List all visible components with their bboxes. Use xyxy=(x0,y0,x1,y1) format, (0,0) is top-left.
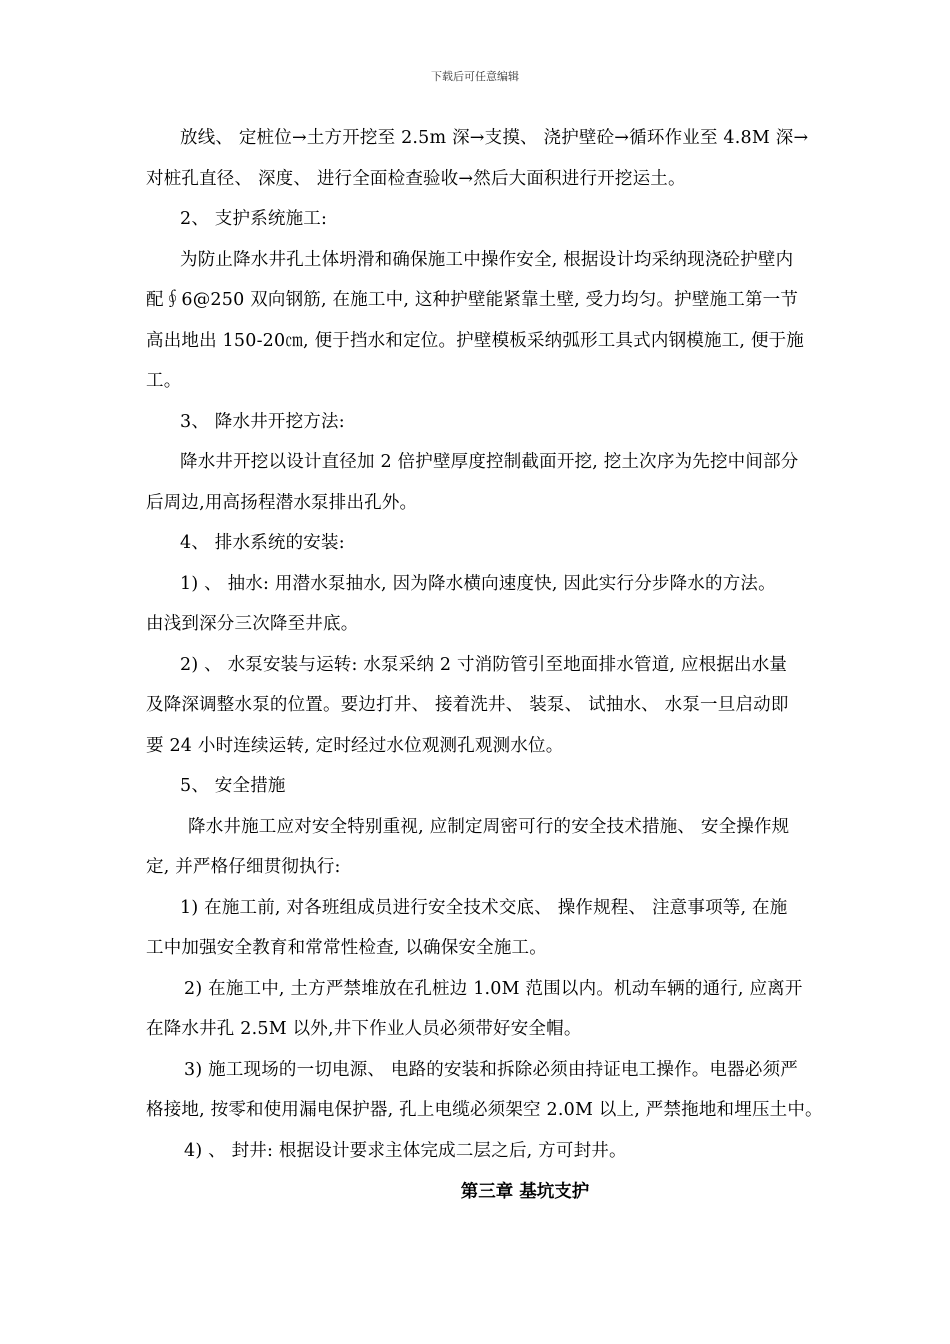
paragraph-line: 及降深调整水泵的位置。要边打井、 接着洗井、 装泵、 试抽水、 水泵一旦启动即 xyxy=(146,695,789,715)
list-item-line: 4) 、 封井: 根据设计要求主体完成二层之后, 方可封井。 xyxy=(184,1140,627,1161)
paragraph-line: 对桩孔直径、 深度、 进行全面检查验收→然后大面积进行开挖运土。 xyxy=(146,168,686,189)
paragraph-line: 降水井施工应对安全特别重视, 应制定周密可行的安全技术措施、 安全操作规 xyxy=(188,816,790,837)
paragraph-line: 工中加强安全教育和常常性检查, 以确保安全施工。 xyxy=(146,938,547,958)
list-item-line: 1) 、 抽水: 用潜水泵抽水, 因为降水横向速度快, 因此实行分步降水的方法。 xyxy=(180,573,776,594)
list-item-line: 1) 在施工前, 对各班组成员进行安全技术交底、 操作规程、 注意事项等, 在施 xyxy=(180,897,788,918)
section-heading-3: 3、 降水井开挖方法: xyxy=(180,411,345,432)
paragraph-line: 格接地, 按零和使用漏电保护器, 孔上电缆必须架空 2.0M 以上, 严禁拖地和埋压土中。 xyxy=(146,1100,823,1120)
section-heading-5: 5、 安全措施 xyxy=(180,776,286,796)
section-heading-2: 2、 支护系统施工: xyxy=(180,209,328,229)
document-body xyxy=(146,118,871,1171)
paragraph-line: 为防止降水井孔土体坍滑和确保施工中操作安全, 根据设计均采纳现浇砼护壁内 xyxy=(180,249,794,270)
paragraph-line: 后周边,用高扬程潜水泵排出孔外。 xyxy=(146,492,418,513)
paragraph-line: 工。 xyxy=(146,371,182,391)
chapter-title: 第三章 基坑支护 xyxy=(460,1182,590,1202)
paragraph-line: 降水井开挖以设计直径加 2 倍护壁厚度控制截面开挖, 挖土次序为先挖中间部分 xyxy=(180,452,799,472)
list-item-line: 2) 在施工中, 土方严禁堆放在孔桩边 1.0M 范围以内。机动车辆的通行, 应离开 xyxy=(184,978,803,999)
paragraph-line: 要 24 小时连续运转, 定时经过水位观测孔观测水位。 xyxy=(146,735,564,756)
paragraph-line: 配∮6@250 双向钢筋, 在施工中, 这种护壁能紧靠土壁, 受力均匀。护壁施工第一节 xyxy=(146,290,799,310)
list-item-line: 2) 、 水泵安装与运转: 水泵采纳 2 寸消防管引至地面排水管道, 应根据出水量 xyxy=(180,654,788,675)
section-heading-4: 4、 排水系统的安装: xyxy=(180,533,345,553)
page-header-note: 下载后可任意编辑 xyxy=(431,70,519,83)
paragraph-line: 定, 并严格仔细贯彻执行: xyxy=(146,857,341,877)
list-item-line: 3) 施工现场的一切电源、 电路的安装和拆除必须由持证电工操作。电器必须严 xyxy=(184,1059,798,1080)
paragraph-line: 放线、 定桩位→土方开挖至 2.5m 深→支摸、 浇护壁砼→循环作业至 4.8M 深→ xyxy=(180,128,809,148)
paragraph-line: 由浅到深分三次降至井底。 xyxy=(146,614,359,634)
paragraph-line: 在降水井孔 2.5M 以外,井下作业人员必须带好安全帽。 xyxy=(146,1019,582,1039)
paragraph-line: 高出地出 150-20㎝, 便于挡水和定位。护壁模板采纳弧形工具式内钢模施工, 便于施 xyxy=(146,330,804,351)
